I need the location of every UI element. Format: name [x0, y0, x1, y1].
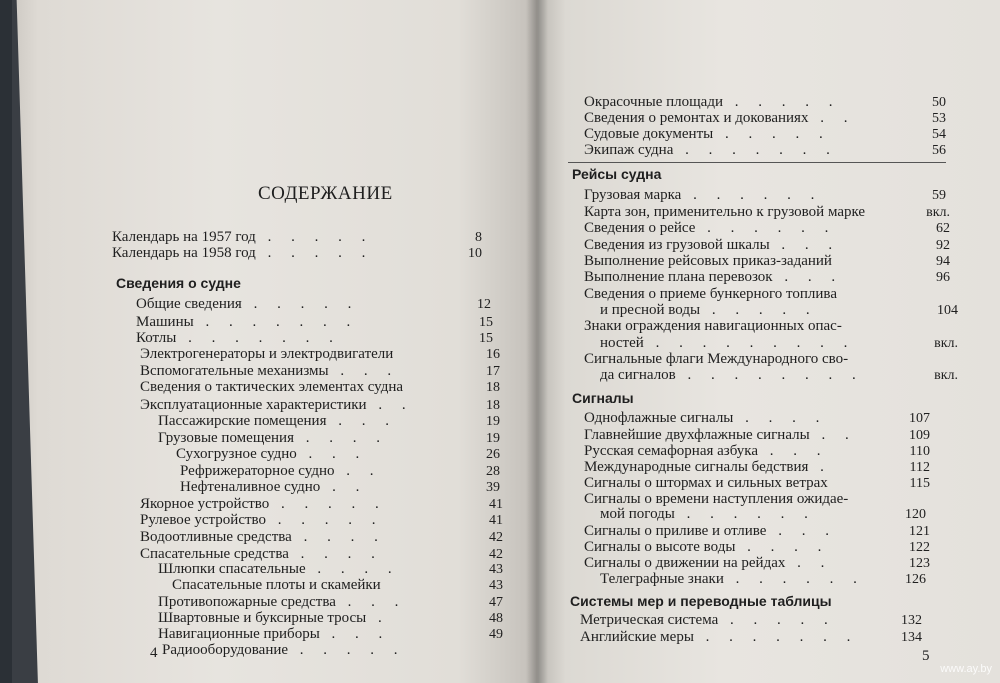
- toc-entry-title: Грузовая марка: [584, 187, 682, 203]
- toc-entry-title: Карта зон, применительно к грузовой марке: [584, 204, 866, 220]
- toc-entry-title: Грузовые помещения: [158, 430, 294, 446]
- toc-entry-title: Водоотливные средства: [140, 529, 292, 545]
- toc-entry-title: Спасательные средства: [140, 546, 289, 562]
- toc-leader-dots: . . . . .: [713, 126, 831, 142]
- toc-leader-dots: . . .: [335, 594, 407, 610]
- toc-entry-title: ностей: [600, 335, 644, 351]
- toc-entry-title: Электрогенераторы и электродвигатели: [140, 346, 394, 362]
- toc-entry-title: Противопожарные средства: [158, 594, 336, 610]
- toc-page-number: 121: [909, 524, 930, 539]
- toc-leader-dots: . . . .: [735, 539, 830, 555]
- toc-leader-dots: . .: [334, 463, 382, 479]
- toc-entry: [112, 246, 373, 261]
- toc-entry: [584, 205, 865, 220]
- toc-leader-dots: . .: [785, 555, 833, 571]
- toc-entry-title: Календарь на 1958 год: [112, 245, 256, 261]
- toc-leader-dots: . . . . .: [255, 245, 374, 261]
- toc-entry-title: Якорное устройство: [140, 496, 270, 512]
- toc-entry-title: Метрическая система: [580, 612, 719, 628]
- toc-leader-dots: .: [366, 610, 390, 626]
- toc-entry: [600, 507, 816, 522]
- toc-page-number: 16: [486, 347, 500, 362]
- toc-entry-title: Общие сведения: [136, 296, 242, 312]
- toc-page-number: 15: [479, 331, 493, 346]
- toc-leader-dots: . . . . .: [269, 496, 387, 512]
- toc-entry-title: Международные сигналы бедствия: [584, 459, 809, 475]
- toc-entry: [158, 414, 397, 429]
- toc-leader-dots: . . .: [326, 413, 397, 429]
- toc-leader-dots: . . . . . .: [695, 220, 837, 236]
- toc-leader-dots: . . . . . . .: [673, 142, 838, 158]
- toc-entry-title: Шлюпки спасательные: [158, 561, 306, 577]
- toc-entry: [584, 238, 840, 253]
- toc-entry: [158, 627, 390, 642]
- toc-page-number: 50: [932, 95, 946, 110]
- toc-entry-title: Швартовные и буксирные тросы: [158, 610, 367, 626]
- toc-entry: [584, 428, 857, 443]
- toc-page-number: 28: [486, 464, 500, 479]
- toc-page-number: 39: [486, 480, 500, 495]
- toc-entry: [140, 364, 399, 379]
- toc-entry-title: Сигналы о высоте воды: [584, 539, 736, 555]
- toc-leader-dots: . . . . .: [700, 302, 818, 318]
- toc-entry-title: да сигналов: [600, 367, 676, 383]
- toc-entry: [180, 464, 381, 479]
- toc-leader-dots: . . . .: [733, 410, 828, 426]
- toc-page-number: 115: [909, 476, 930, 491]
- toc-entry: [584, 524, 837, 539]
- toc-page-number: 123: [909, 556, 930, 571]
- toc-page-number: 54: [932, 127, 946, 142]
- toc-page-number: 19: [486, 431, 500, 446]
- toc-page-number: 110: [909, 444, 930, 459]
- toc-entry-title: Спасательные плоты и скамейки: [172, 577, 381, 593]
- toc-entry: [584, 492, 848, 507]
- toc-leader-dots: . . . .: [294, 430, 388, 446]
- toc-leader-dots: . . . . . . .: [193, 314, 359, 330]
- toc-leader-dots: .: [808, 459, 832, 475]
- toc-page-number: 53: [932, 111, 946, 126]
- toc-entry: [112, 230, 373, 245]
- toc-entry-title: Нефтеналивное судно: [180, 479, 321, 495]
- toc-entry-title: Английские меры: [580, 629, 694, 645]
- toc-entry-title: Знаки ограждения навигационных опас-: [584, 318, 842, 334]
- toc-page-number: 122: [909, 540, 930, 555]
- toc-entry-title: Сведения из грузовой шкалы: [584, 237, 770, 253]
- left-page-number: 4: [150, 645, 158, 661]
- toc-entry-title: и пресной воды: [600, 302, 701, 318]
- toc-entry: [600, 368, 864, 383]
- toc-entry-title: Экипаж судна: [584, 142, 674, 158]
- toc-entry-title: Сведения о тактических элементах судна: [140, 379, 404, 395]
- toc-entry: [140, 530, 386, 545]
- toc-entry-title: Котлы: [136, 330, 177, 346]
- toc-entry: [584, 556, 832, 571]
- toc-entry-title: Эксплуатационные характеристики: [140, 397, 367, 413]
- toc-entry: [584, 444, 829, 459]
- toc-entry-title: Сигналы о приливе и отливе: [584, 523, 767, 539]
- toc-leader-dots: . . . .: [305, 561, 400, 577]
- watermark: www.ay.by: [940, 663, 992, 675]
- toc-entry-title: Сигналы о времени наступления ожидае-: [584, 491, 849, 507]
- toc-entry-title: Сухогрузное судно: [176, 446, 297, 462]
- toc-leader-dots: . . . . .: [255, 229, 374, 245]
- book-gutter: [526, 0, 548, 683]
- toc-entry: [580, 613, 836, 628]
- toc-entry: [584, 319, 842, 334]
- toc-leader-dots: . . .: [758, 443, 829, 459]
- toc-entry-title: Сигналы о движении на рейдах: [584, 555, 786, 571]
- toc-page-number: 42: [489, 530, 503, 545]
- toc-page-number: 104: [937, 303, 958, 318]
- toc-leader-dots: . . . . . .: [681, 187, 823, 203]
- toc-entry: [600, 572, 865, 587]
- toc-page-number: 42: [489, 547, 503, 562]
- toc-leader-dots: . . . . .: [718, 612, 836, 628]
- toc-leader-dots: . . . .: [291, 529, 386, 545]
- toc-entry: [584, 476, 828, 491]
- toc-entry-title: Сигнальные флаги Международного сво-: [584, 351, 849, 367]
- toc-entry-title: Сведения о ремонтах и докованиях: [584, 110, 809, 126]
- toc-section-heading: Системы мер и переводные таблицы: [570, 593, 832, 609]
- toc-leader-dots: . . .: [328, 363, 400, 379]
- toc-leader-dots: . . .: [769, 237, 841, 253]
- toc-page-number: 49: [489, 627, 503, 642]
- toc-leader-dots: . . . . . . .: [176, 330, 341, 346]
- toc-leader-dots: . . . . . . . .: [675, 367, 864, 383]
- toc-page-number: 92: [936, 238, 950, 253]
- toc-page-number: 17: [486, 364, 500, 379]
- toc-entry: [158, 562, 400, 577]
- toc-entry-title: мой погоды: [600, 506, 675, 522]
- toc-entry: [584, 352, 848, 367]
- toc-entry-title: Судовые документы: [584, 126, 714, 142]
- toc-page-number: 56: [932, 143, 946, 158]
- toc-entry: [584, 221, 836, 236]
- toc-entry: [584, 188, 822, 203]
- toc-leader-dots: . . . . . .: [723, 571, 865, 587]
- toc-page-number: 41: [489, 497, 503, 512]
- toc-page-number: 132: [901, 613, 922, 628]
- toc-leader-dots: . . . . . . . . .: [643, 335, 856, 351]
- toc-page-number: 109: [909, 428, 930, 443]
- toc-entry: [584, 254, 832, 269]
- toc-entry: [584, 143, 838, 158]
- toc-entry-title: Сигналы о штормах и сильных ветрах: [584, 475, 828, 491]
- toc-page-number: 41: [489, 513, 503, 528]
- toc-entry-title: Рулевое устройство: [140, 512, 267, 528]
- toc-entry: [162, 643, 406, 658]
- toc-entry-title: Календарь на 1957 год: [112, 229, 256, 245]
- toc-entry: [180, 480, 367, 495]
- toc-leader-dots: . .: [366, 397, 414, 413]
- toc-entry: [140, 347, 393, 362]
- toc-entry: [584, 111, 855, 126]
- toc-entry-title: Однофлажные сигналы: [584, 410, 734, 426]
- toc-entry: [140, 398, 414, 413]
- toc-leader-dots: . . . . . . .: [693, 629, 859, 645]
- toc-entry-title: Телеграфные знаки: [600, 571, 724, 587]
- toc-page-number: 96: [936, 270, 950, 285]
- toc-entry-title: Вспомогательные механизмы: [140, 363, 329, 379]
- toc-entry-title: Рефрижераторное судно: [180, 463, 335, 479]
- toc-entry: [584, 460, 832, 475]
- toc-page-number: 94: [936, 254, 950, 269]
- toc-entry: [584, 540, 829, 555]
- toc-entry: [136, 331, 341, 346]
- toc-page-number: 26: [486, 447, 500, 462]
- toc-page-number: 59: [932, 188, 946, 203]
- toc-leader-dots: . . . . .: [722, 94, 841, 110]
- toc-section-heading: Сведения о судне: [116, 275, 241, 291]
- toc-entry: [600, 303, 818, 318]
- toc-leader-dots: . .: [809, 427, 857, 443]
- toc-page-number: 107: [909, 411, 930, 426]
- toc-entry-title: Окрасочные площади: [584, 94, 723, 110]
- toc-page-number: вкл.: [934, 336, 958, 351]
- toc-entry-title: Выполнение рейсовых приказ-заданий: [584, 253, 832, 269]
- toc-leader-dots: . . . . . .: [674, 506, 816, 522]
- toc-page-number: 62: [936, 221, 950, 236]
- toc-page-number: 112: [909, 460, 930, 475]
- toc-entry: [140, 380, 403, 395]
- toc-entry-title: Русская семафорная азбука: [584, 443, 758, 459]
- toc-page-number: 12: [477, 297, 491, 312]
- toc-entry: [176, 447, 367, 462]
- toc-entry: [584, 270, 843, 285]
- toc-page-number: 8: [475, 230, 482, 245]
- toc-leader-dots: . .: [808, 110, 856, 126]
- toc-page-number: вкл.: [934, 368, 958, 383]
- toc-entry: [158, 611, 390, 626]
- toc-title: СОДЕРЖАНИЕ: [258, 183, 393, 204]
- toc-entry: [584, 411, 827, 426]
- toc-leader-dots: . .: [320, 479, 368, 495]
- book-cover-edge: [0, 0, 12, 683]
- toc-entry-title: Сведения о приеме бункерного топлива: [584, 286, 837, 302]
- toc-entry: [584, 95, 840, 110]
- toc-entry: [158, 595, 406, 610]
- toc-leader-dots: . . . . .: [241, 296, 360, 312]
- toc-entry: [140, 513, 384, 528]
- toc-entry: [580, 630, 858, 645]
- toc-entry-title: Навигационные приборы: [158, 626, 320, 642]
- toc-page-number: 47: [489, 595, 503, 610]
- toc-leader-dots: . . . .: [288, 546, 383, 562]
- toc-page-number: 10: [468, 246, 482, 261]
- toc-entry-title: Машины: [136, 314, 194, 330]
- toc-entry: [584, 287, 837, 302]
- toc-entry: [136, 315, 358, 330]
- toc-leader-dots: . . .: [766, 523, 837, 539]
- toc-section-heading: Рейсы судна: [572, 166, 662, 182]
- toc-entry-title: Радиооборудование: [162, 642, 289, 658]
- toc-leader-dots: . . .: [319, 626, 391, 642]
- toc-page-number: 19: [486, 414, 500, 429]
- toc-entry-title: Пассажирские помещения: [158, 413, 327, 429]
- toc-page-number: 126: [905, 572, 926, 587]
- toc-page-number: вкл.: [926, 205, 950, 220]
- toc-leader-dots: . . . . .: [288, 642, 406, 658]
- toc-entry: [158, 431, 388, 446]
- toc-entry: [600, 336, 855, 351]
- toc-entry: [140, 547, 383, 562]
- toc-entry: [172, 578, 381, 593]
- toc-page-number: 134: [901, 630, 922, 645]
- right-page-number: 5: [922, 648, 930, 664]
- toc-leader-dots: . . . . .: [266, 512, 384, 528]
- toc-page-number: 18: [486, 380, 500, 395]
- toc-page-number: 48: [489, 611, 503, 626]
- toc-entry: [584, 127, 831, 142]
- toc-page-number: 43: [489, 578, 503, 593]
- toc-page-number: 43: [489, 562, 503, 577]
- toc-leader-dots: . . .: [772, 269, 844, 285]
- toc-section-heading: Сигналы: [572, 390, 634, 406]
- toc-entry-title: Главнейшие двухфлажные сигналы: [584, 427, 810, 443]
- toc-entry: [136, 297, 359, 312]
- toc-page-number: 18: [486, 398, 500, 413]
- toc-page-number: 15: [479, 315, 493, 330]
- divider-rule: [568, 162, 946, 163]
- toc-entry-title: Выполнение плана перевозок: [584, 269, 773, 285]
- toc-entry-title: Сведения о рейсе: [584, 220, 696, 236]
- toc-leader-dots: . . .: [296, 446, 368, 462]
- toc-entry: [140, 497, 387, 512]
- toc-page-number: 120: [905, 507, 926, 522]
